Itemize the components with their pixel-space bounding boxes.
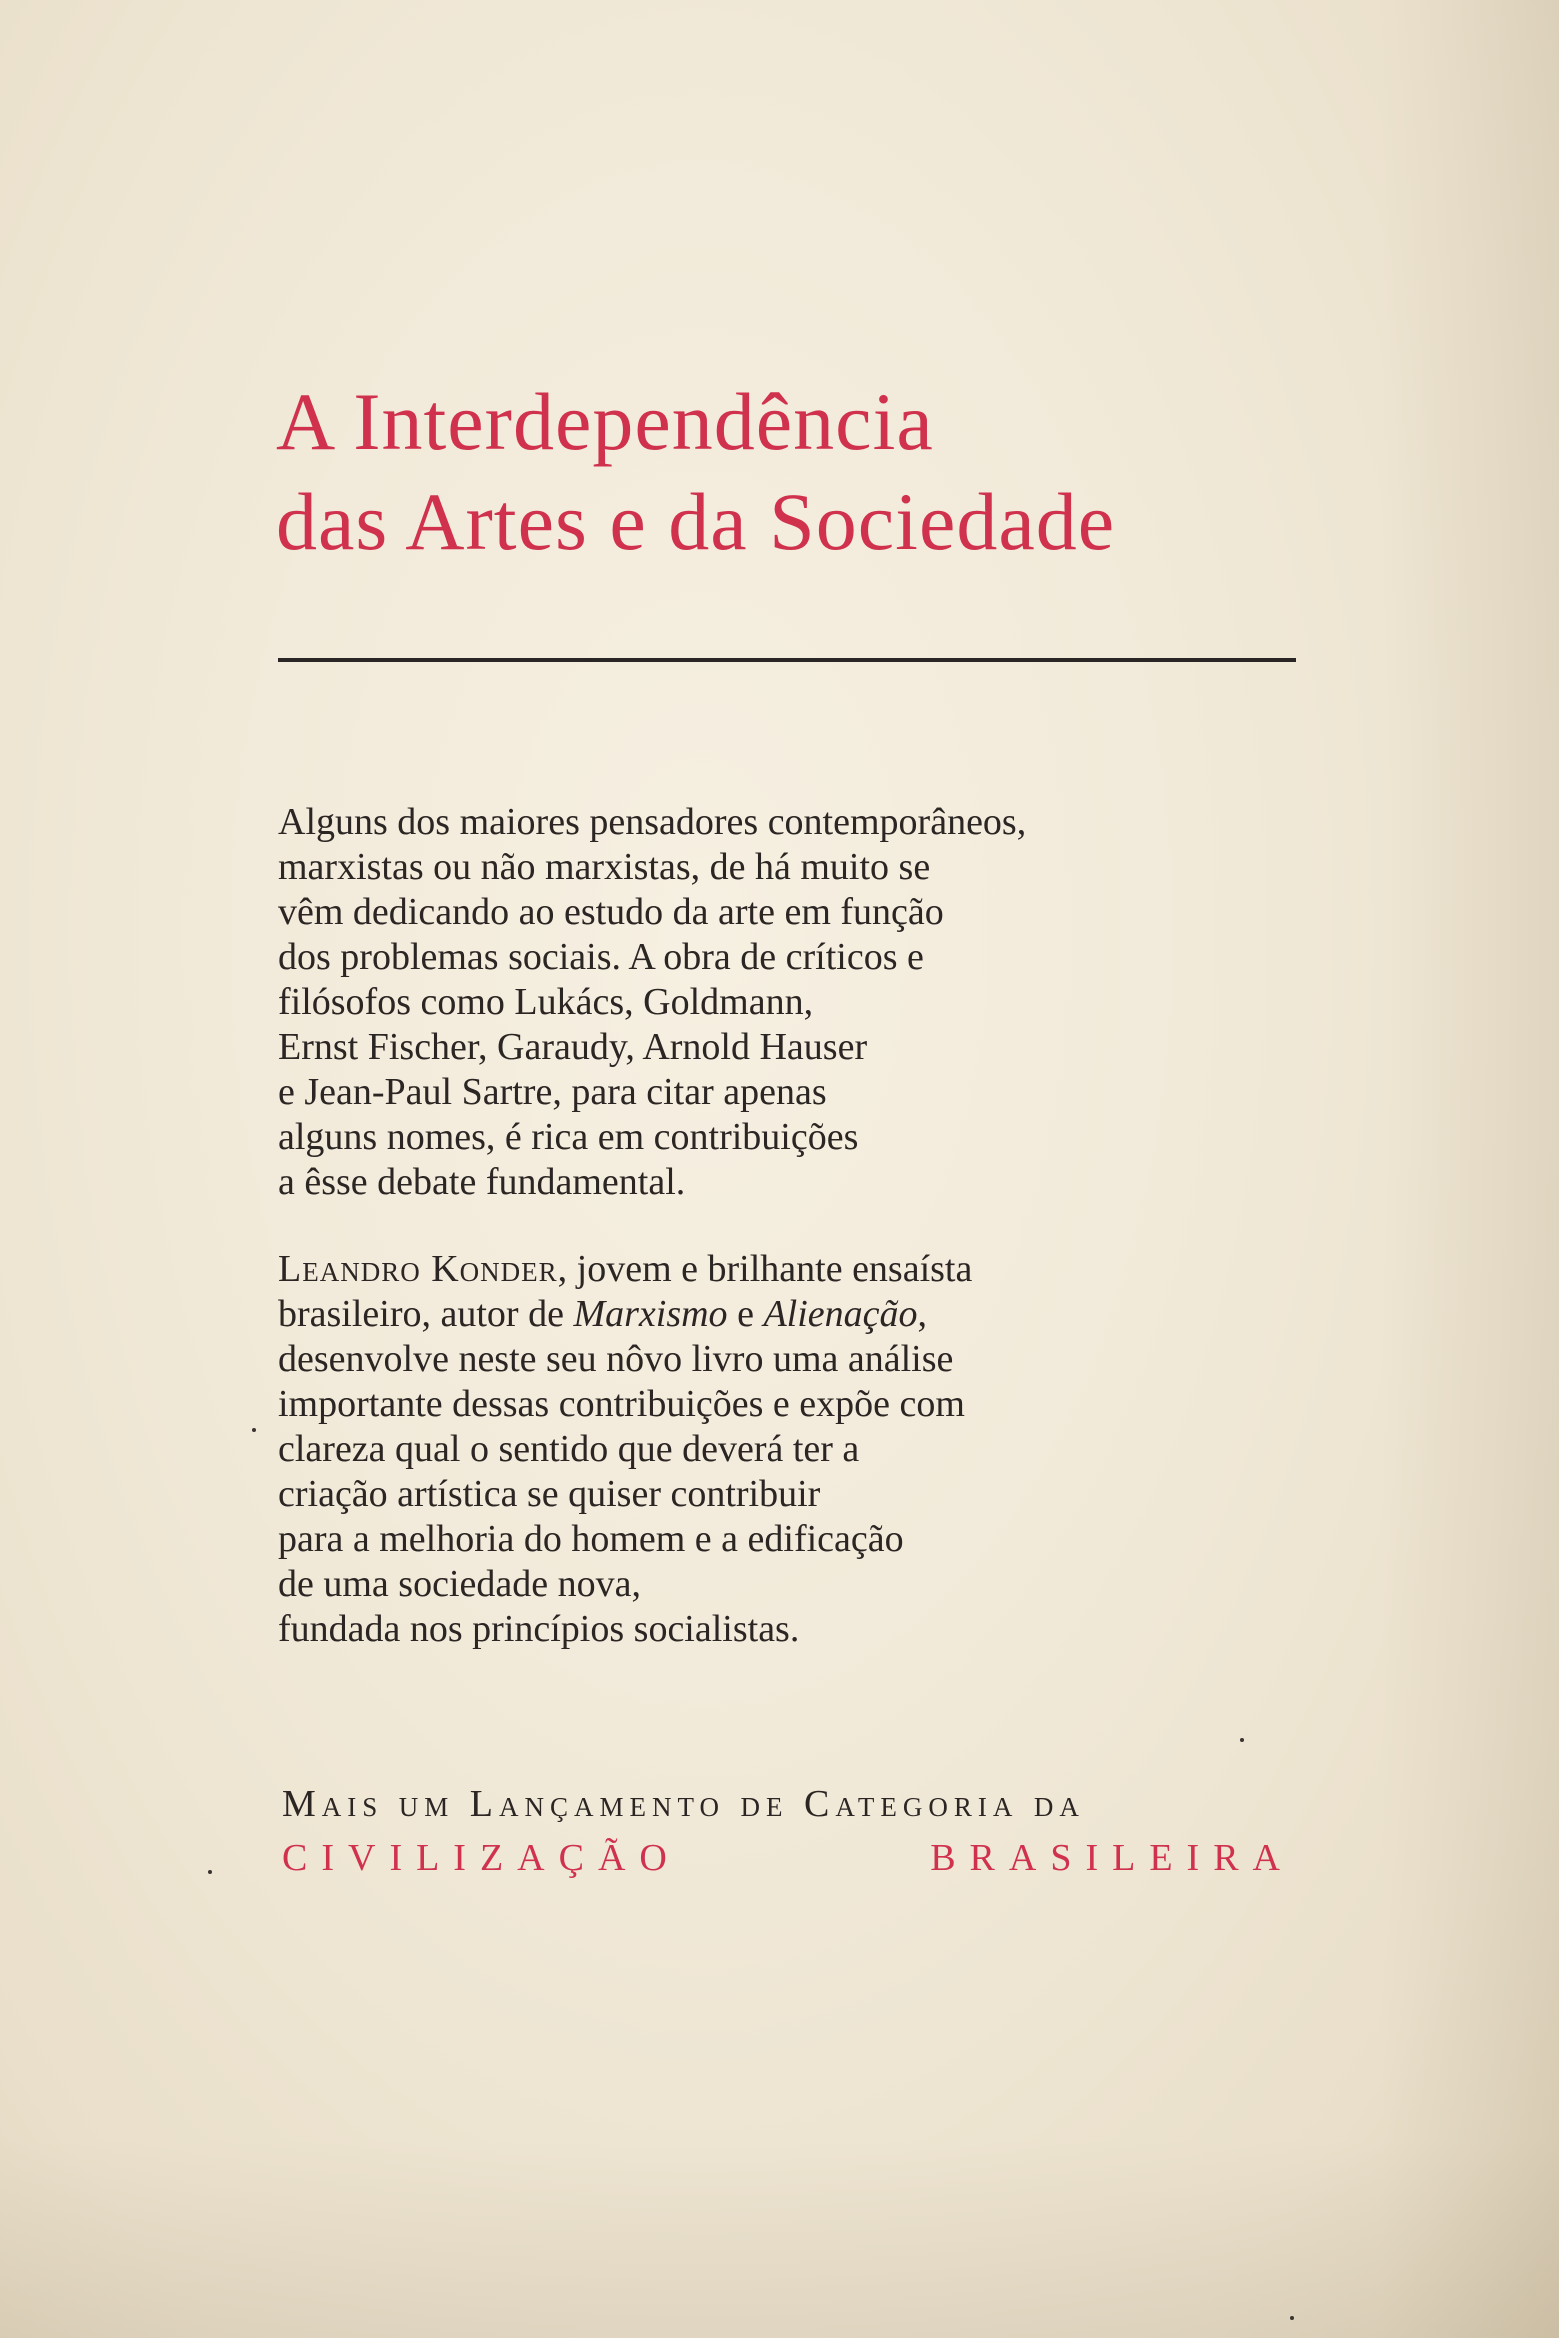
book-title-reference: Alienação [763, 1293, 918, 1335]
text-line: e Jean-Paul Sartre, para citar apenas [278, 1071, 827, 1113]
title-line-2: das Artes e da Sociedade [276, 476, 1116, 567]
text-fragment: , [917, 1293, 927, 1335]
page-bottom-shading [0, 2138, 1559, 2338]
publisher-name-word-1: CIVILIZAÇÃO [282, 1837, 681, 1879]
text-line: vêm dedicando ao estudo da arte em função [278, 891, 944, 933]
text-fragment: e [727, 1293, 764, 1335]
publisher-tagline: Mais um Lançamento de Categoria da [282, 1783, 1085, 1825]
text-line: marxistas ou não marxistas, de há muito se [278, 846, 931, 888]
text-line [278, 1247, 1318, 1292]
paper-speck [252, 1428, 256, 1432]
text-line: Alguns dos maiores pensadores contemporâneos, [278, 801, 1027, 843]
text-line: dos problemas sociais. A obra de críticos e [278, 936, 924, 978]
text-line: para a melhoria do homem e a edificação [278, 1518, 904, 1560]
paper-speck [1290, 2316, 1294, 2320]
publisher-name [282, 1834, 1294, 1882]
book-title-reference: Marxismo [573, 1293, 728, 1335]
book-title [276, 372, 1316, 572]
text-line: importante dessas contribuições e expõe com [278, 1383, 965, 1425]
text-line: clareza qual o sentido que deverá ter a [278, 1428, 860, 1470]
publisher-name-word-2: BRASILEIRA [930, 1837, 1294, 1879]
title-line-1: A Interdependência [276, 376, 934, 467]
text-fragment: , jovem e brilhante ensaísta [557, 1248, 973, 1290]
text-line: alguns nomes, é rica em contribuições [278, 1116, 859, 1158]
publisher-footer [282, 1780, 1302, 1882]
author-name: Leandro Konder [278, 1248, 558, 1290]
text-fragment: brasileiro, autor de [278, 1293, 574, 1335]
description-paragraph-2 [278, 1247, 1318, 1652]
text-line: filósofos como Lukács, Goldmann, [278, 981, 814, 1023]
text-line: a êsse debate fundamental. [278, 1161, 686, 1203]
paper-speck [208, 1870, 212, 1874]
title-divider [278, 658, 1296, 662]
description-paragraph-1 [278, 800, 1318, 1205]
text-line: de uma sociedade nova, [278, 1563, 641, 1605]
page-edge-shading [1379, 0, 1559, 2338]
paper-speck [1240, 1738, 1244, 1742]
text-line: desenvolve neste seu nôvo livro uma análise [278, 1338, 954, 1380]
text-line: criação artística se quiser contribuir [278, 1473, 821, 1515]
text-line [278, 1292, 1318, 1337]
text-line: Ernst Fischer, Garaudy, Arnold Hauser [278, 1026, 868, 1068]
text-line: fundada nos princípios socialistas. [278, 1608, 800, 1650]
